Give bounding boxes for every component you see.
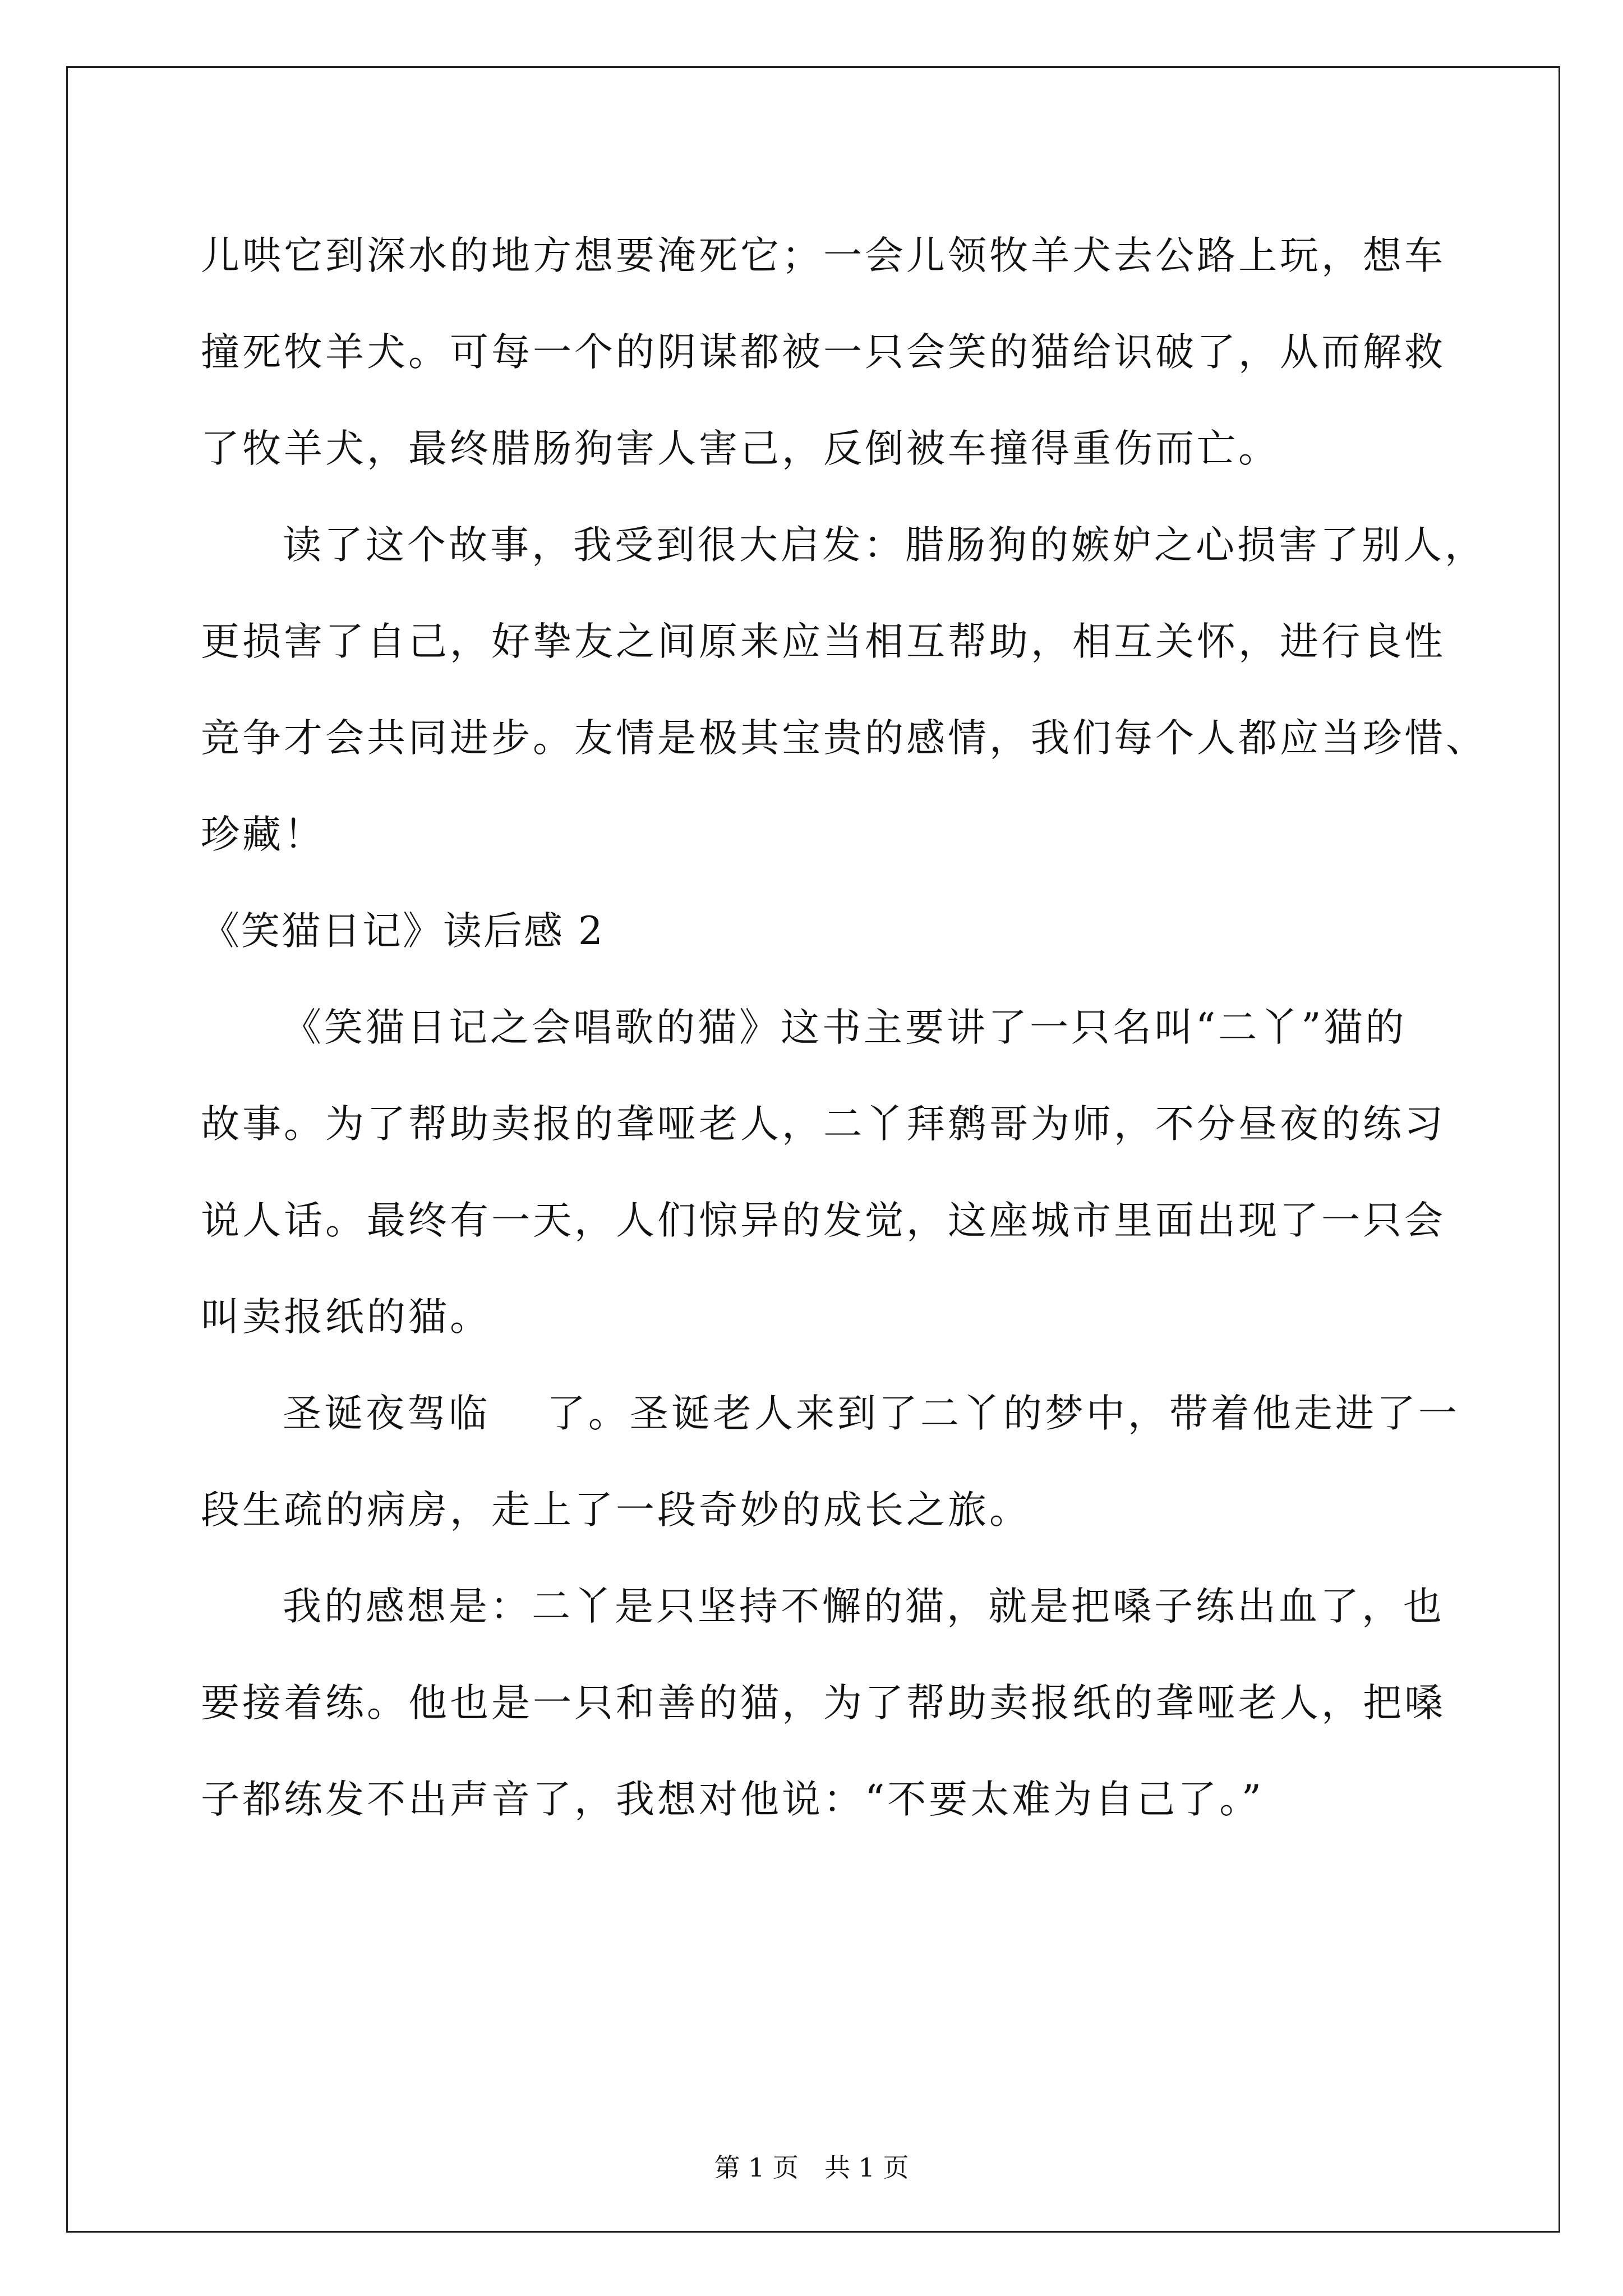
section-heading: 《笑猫日记》读后感 2 (201, 909, 605, 954)
paragraph-5 (201, 1558, 1457, 1848)
paragraph-line: 《笑猫日记之会唱歌的猫》这书主要讲了一只名叫“二丫”猫的 (283, 1005, 1407, 1050)
paragraph-3 (201, 979, 1457, 1365)
paragraph-line: 我的感想是：二丫是只坚持不懈的猫，就是把嗓子练出血了，也 (283, 1584, 1445, 1629)
paragraph-line: 要接着练。他也是一只和善的猫，为了帮助卖报纸的聋哑老人，把嗓 (201, 1681, 1446, 1726)
paragraph-line: 撞死牧羊犬。可每一个的阴谋都被一只会笑的猫给识破了，从而解救 (201, 330, 1446, 375)
paragraph-line: 叫卖报纸的猫。 (201, 1295, 491, 1340)
paragraph-1 (201, 208, 1457, 497)
paragraph-line: 珍藏！ (201, 812, 325, 857)
paragraph-line: 更损害了自己，好挚友之间原来应当相互帮助，相互关怀，进行良性 (201, 619, 1446, 664)
paragraph-line: 子都练发不出声音了，我想对他说：“不要太难为自己了。” (201, 1777, 1265, 1822)
paragraph-2 (201, 497, 1487, 883)
paragraph-line: 了牧羊犬，最终腊肠狗害人害己，反倒被车撞得重伤而亡。 (201, 426, 1280, 471)
paragraph-4 (201, 1365, 1460, 1558)
paragraph-line: 段生疏的病房，走上了一段奇妙的成长之旅。 (201, 1488, 1031, 1533)
paragraph-line: 读了这个故事，我受到很大启发：腊肠狗的嫉妒之心损害了别人， (283, 523, 1486, 568)
paragraph-line: 竞争才会共同进步。友情是极其宝贵的感情，我们每个人都应当珍惜、 (201, 716, 1487, 761)
paragraph-line: 故事。为了帮助卖报的聋哑老人，二丫拜鹩哥为师，不分昼夜的练习 (201, 1102, 1446, 1147)
document-body (201, 208, 1487, 1848)
paragraph-line: 说人话。最终有一天，人们惊异的发觉，这座城市里面出现了一只会 (201, 1198, 1446, 1243)
page-footer: 第 1 页 共 1 页 (714, 2152, 909, 2183)
paragraph-line: 圣诞夜驾临 了。圣诞老人来到了二丫的梦中，带着他走进了一 (283, 1391, 1460, 1436)
paragraph-line: 儿哄它到深水的地方想要淹死它；一会儿领牧羊犬去公路上玩，想车 (201, 233, 1446, 278)
